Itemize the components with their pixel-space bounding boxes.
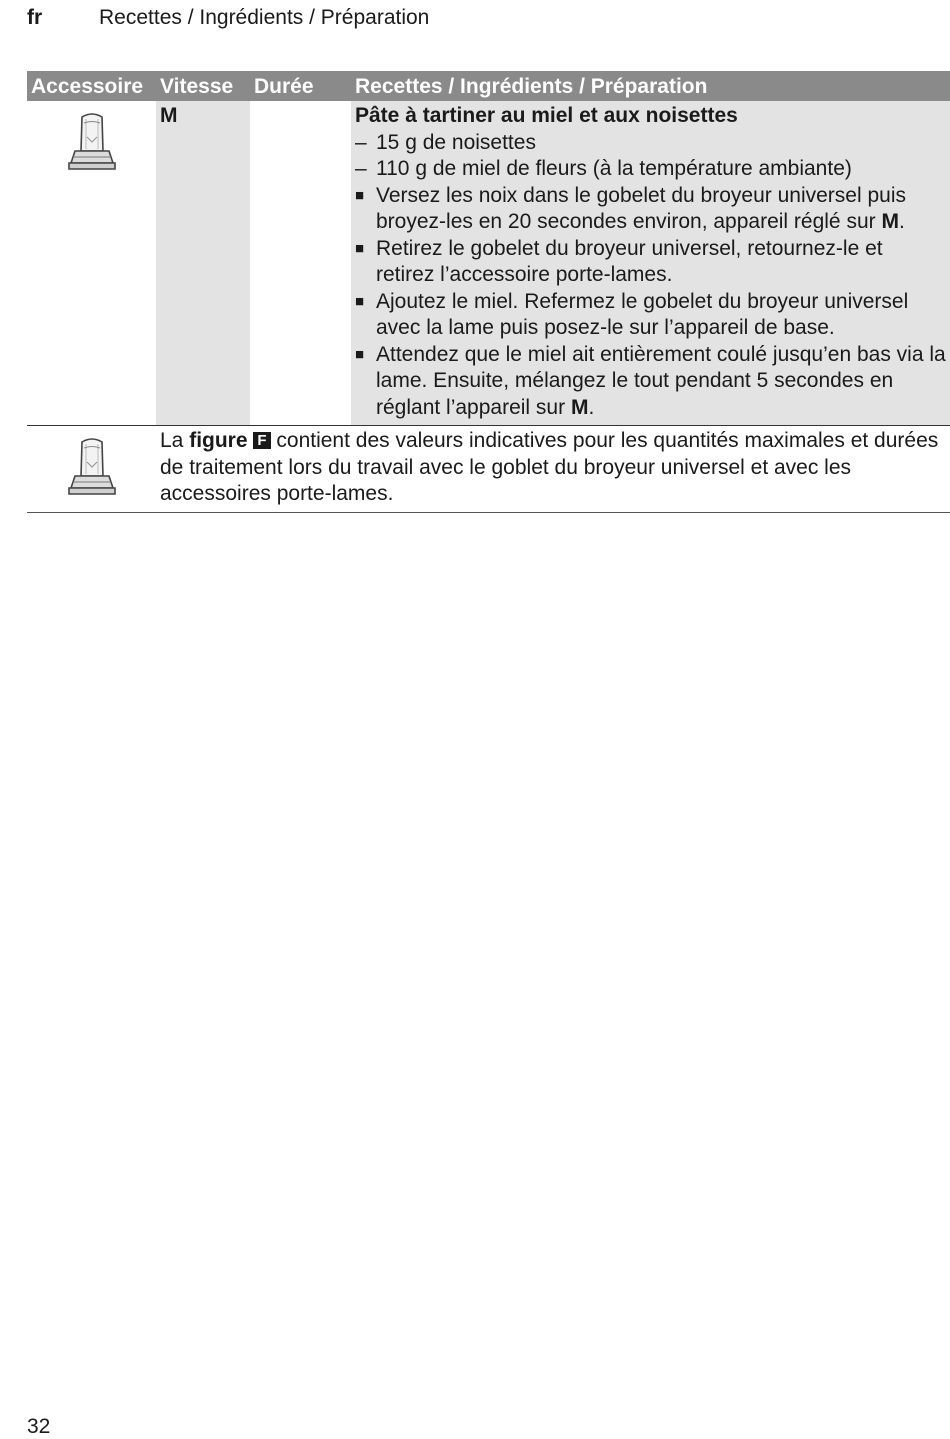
ingredient-text: 110 g de miel de fleurs (à la température ambiante) — [376, 157, 852, 180]
step-text: Retirez le gobelet du broyeur universel, retournez-le et retirez l’accessoire porte-lames. — [376, 236, 883, 286]
accessory-cell — [27, 101, 156, 426]
column-header-speed: Vitesse — [156, 71, 250, 101]
list-item: ■ Versez les noix dans le gobelet du broyeur universel puis broyez-les en 20 secondes environ, appareil réglé sur M. — [355, 183, 906, 233]
duration-cell — [250, 101, 351, 426]
list-item — [355, 236, 946, 289]
figure-word: figure — [189, 429, 248, 452]
speed-mark: M — [881, 210, 899, 233]
ingredient-text: 15 g de noisettes — [376, 130, 536, 154]
column-header-duration: Durée — [250, 71, 351, 101]
step-text: Attendez que le miel ait entièrement coulé jusqu’en bas via la lame. Ensuite, mélangez le tout pendant 5 secondes en réglant l’appareil sur — [376, 342, 946, 419]
table-row — [27, 426, 950, 513]
header-title: Recettes / Ingrédients / Préparation — [99, 6, 430, 29]
preparation-cell — [351, 101, 950, 426]
list-item: – 15 g de noisettes — [355, 130, 536, 154]
list-item: ■ Attendez que le miel ait entièrement coulé jusqu’en bas via la lame. Ensuite, mélangez le tout pendant 5 secondes en réglant l’appareil sur M. — [355, 342, 946, 419]
ingredient-list — [355, 130, 946, 183]
step-text: Ajoutez le miel. Refermez le gobelet du broyeur universel avec la lame puis posez-le sur l’appareil de base. — [376, 289, 909, 339]
recipe-title: Pâte à tartiner au miel et aux noisettes — [355, 104, 738, 127]
column-header-accessory: Accessoire — [27, 71, 156, 101]
page-number: 32 — [27, 1415, 51, 1438]
step-list — [355, 183, 946, 422]
table-row — [27, 101, 950, 426]
universal-grinder-icon — [65, 434, 119, 506]
language-code: fr — [27, 6, 43, 29]
bullet-square-icon: ■ — [355, 345, 365, 363]
step-text: Versez les noix dans le gobelet du broyeur universel puis broyez-les en 20 secondes environ, appareil réglé sur — [376, 183, 906, 233]
bullet-square-icon: ■ — [355, 239, 365, 257]
speed-mark: M — [570, 395, 589, 419]
list-item — [355, 289, 946, 342]
bullet-square-icon: ■ — [355, 292, 365, 310]
bullet-square-icon: ■ — [355, 186, 365, 204]
info-text: contient des valeurs indicatives pour les quantités maximales et durées de traitement lors du travail avec le goblet du broyeur universel et avec les accessoires porte-lames. — [160, 429, 939, 505]
table-header-row — [27, 71, 950, 101]
column-header-preparation: Recettes / Ingrédients / Préparation — [351, 71, 950, 101]
list-item: – 110 g de miel de fleurs (à la température ambiante) — [355, 157, 852, 180]
figure-letter-badge: F — [253, 432, 270, 449]
recipe-table — [27, 71, 950, 513]
info-cell: La figure F contient des valeurs indicatives pour les quantités maximales et durées de traitement lors du travail avec le goblet du broyeur universel et avec les accessoires porte-lames. — [156, 426, 950, 513]
accessory-cell — [27, 426, 156, 513]
speed-cell: M — [156, 101, 250, 426]
universal-grinder-icon — [65, 109, 119, 181]
